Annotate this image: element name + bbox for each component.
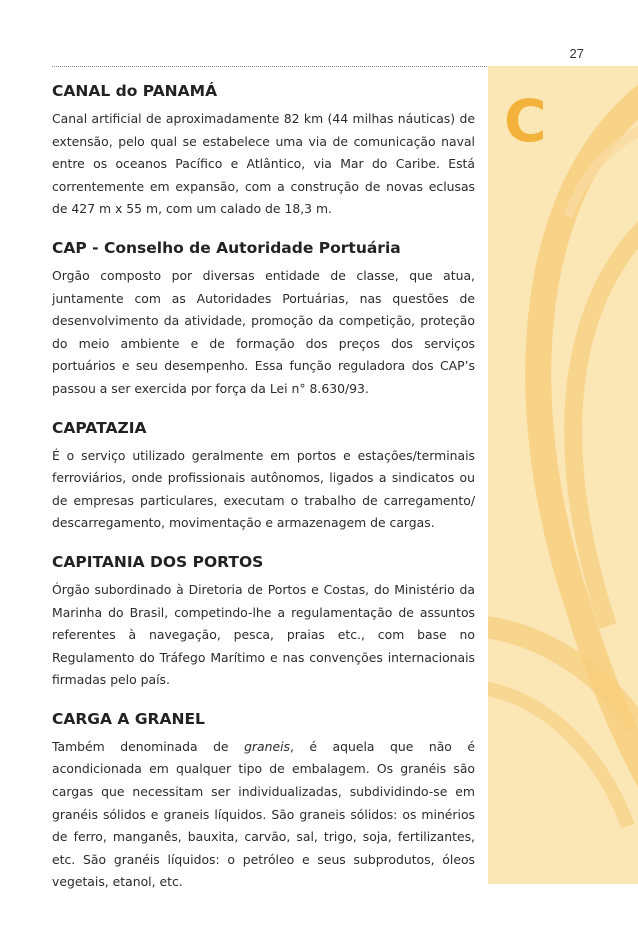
globe-arcs-decoration (488, 66, 638, 884)
entry-canal-do-panama (52, 80, 475, 221)
body-italic-term: graneis (244, 738, 290, 754)
entry-capatazia (52, 417, 475, 535)
entry-carga-a-granel (52, 708, 475, 894)
entry-cap (52, 237, 475, 401)
entry-body (52, 736, 475, 894)
entry-body: Órgão subordinado à Diretoria de Portos e Costas, do Ministério da Marinha do Brasil, competindo-lhe a regulamentação de assuntos referentes à navegação, pesca, praias etc., com base no Regulamento do Tráfego Marítimo e nas convenções internacionais firmadas pelo país. (52, 581, 475, 688)
glossary-content (52, 80, 475, 910)
body-text-end: , é aquela que não é acondicionada em qualquer tipo de embalagem. Os granéis são cargas que necessitam ser individualizadas, subdividindo-se em granéis sólidos e graneis líquidos. São graneis sólidos: os minérios de ferro, manganês, bauxita, carvão, sal, trigo, soja, fertilizantes, etc. São granéis líquidos: o petróleo e seus subprodutos, óleos vegetais, etanol, etc. (52, 738, 475, 890)
body-text-start: Também denominada de (52, 738, 245, 754)
entry-body: É o serviço utilizado geralmente em portos e estações/terminais ferroviários, onde profissionais autônomos, ligados a sindicatos ou de empresas particulares, executam o trabalho de carregamento/ descarregamento, movimentação e armazenagem de cargas. (52, 447, 475, 531)
entry-title: CAPATAZIA (52, 418, 147, 437)
entry-body: Orgão composto por diversas entidade de classe, que atua, juntamente com as Autoridades Portuárias, nas questões de desenvolvimento da atividade, promoção da competição, proteção do meio ambiente e de formação dos preços dos serviços portuários e seu desempenho. Essa função reguladora dos CAP’s passou a ser exercida por força da Lei n° 8.630/93. (52, 267, 475, 396)
sidebar-decoration (488, 66, 638, 884)
section-letter: C (504, 87, 547, 155)
entry-title: CAPITANIA DOS PORTOS (52, 552, 264, 571)
entry-title: CAP - Conselho de Autoridade Portuária (52, 238, 401, 257)
entry-body: Canal artificial de aproximadamente 82 km (44 milhas náuticas) de extensão, pelo qual se estabelece uma via de comunicação naval entre os oceanos Pacífico e Atlântico, via Mar do Caribe. Está correntemente em expansão, com a construção de novas eclusas de 427 m x 55 m, com um calado de 18,3 m. (52, 111, 475, 217)
page-number: 27 (569, 46, 584, 61)
entry-capitania-dos-portos (52, 551, 475, 692)
entry-title: CARGA A GRANEL (52, 709, 205, 728)
entry-title: CANAL do PANAMÁ (52, 82, 218, 100)
